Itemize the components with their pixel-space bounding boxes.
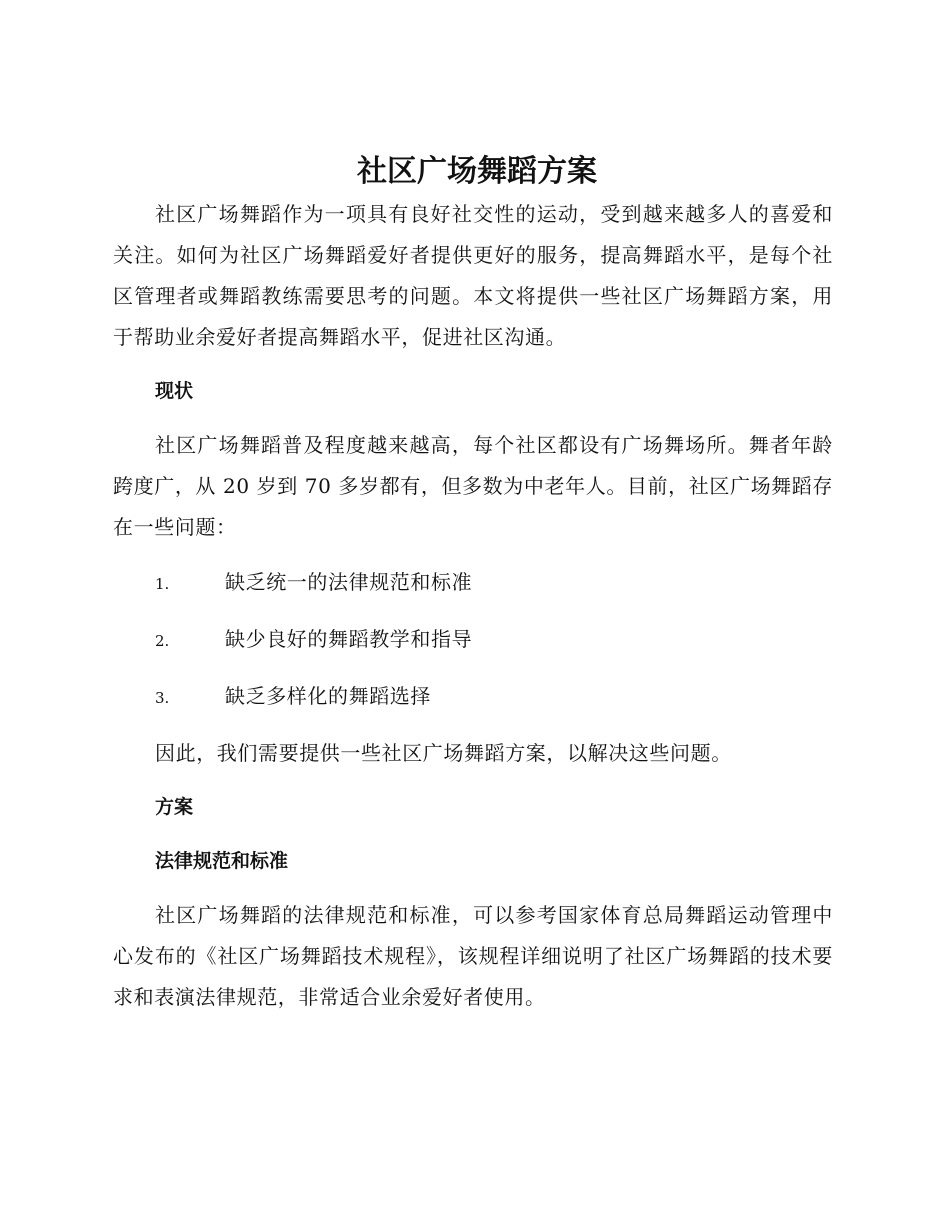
document-title: 社区广场舞蹈方案 — [357, 154, 597, 189]
list-item — [113, 562, 833, 605]
law-paragraph: 社区广场舞蹈的法律规范和标准，可以参考国家体育总局舞蹈运动管理中心发布的《社区广场舞蹈技术规程》，该规程详细说明了社区广场舞蹈的技术要求和表演法律规范，非常适合业余爱好者使用。 — [113, 903, 833, 1009]
intro-paragraph: 社区广场舞蹈作为一项具有良好社交性的运动，受到越来越多人的喜爱和关注。如何为社区广场舞蹈爱好者提供更好的服务，提高舞蹈水平，是每个社区管理者或舞蹈教练需要思考的问题。本文将提供一些社区广场舞蹈方案，用于帮助业余爱好者提高舞蹈水平，促进社区沟通。 — [113, 202, 833, 349]
list-item-text: 缺少良好的舞蹈教学和指导 — [225, 627, 473, 651]
status-paragraph: 社区广场舞蹈普及程度越来越高，每个社区都设有广场舞场所。舞者年龄跨度广，从 20 岁到 70 多岁都有，但多数为中老年人。目前，社区广场舞蹈存在一些问题： — [113, 433, 833, 539]
list-item-number: 2. — [155, 632, 170, 650]
list-item-text: 缺乏统一的法律规范和标准 — [225, 570, 473, 594]
list-item — [113, 676, 833, 719]
status-heading: 现状 — [155, 380, 194, 402]
problem-list — [113, 562, 833, 719]
conclusion-paragraph: 因此，我们需要提供一些社区广场舞蹈方案，以解决这些问题。 — [155, 741, 732, 765]
list-item-text: 缺乏多样化的舞蹈选择 — [225, 684, 431, 708]
law-heading: 法律规范和标准 — [155, 850, 289, 872]
list-item-number: 1. — [155, 575, 170, 593]
plan-heading: 方案 — [155, 796, 194, 818]
list-item — [113, 619, 833, 662]
document-body — [113, 150, 833, 1018]
list-item-number: 3. — [155, 689, 170, 707]
